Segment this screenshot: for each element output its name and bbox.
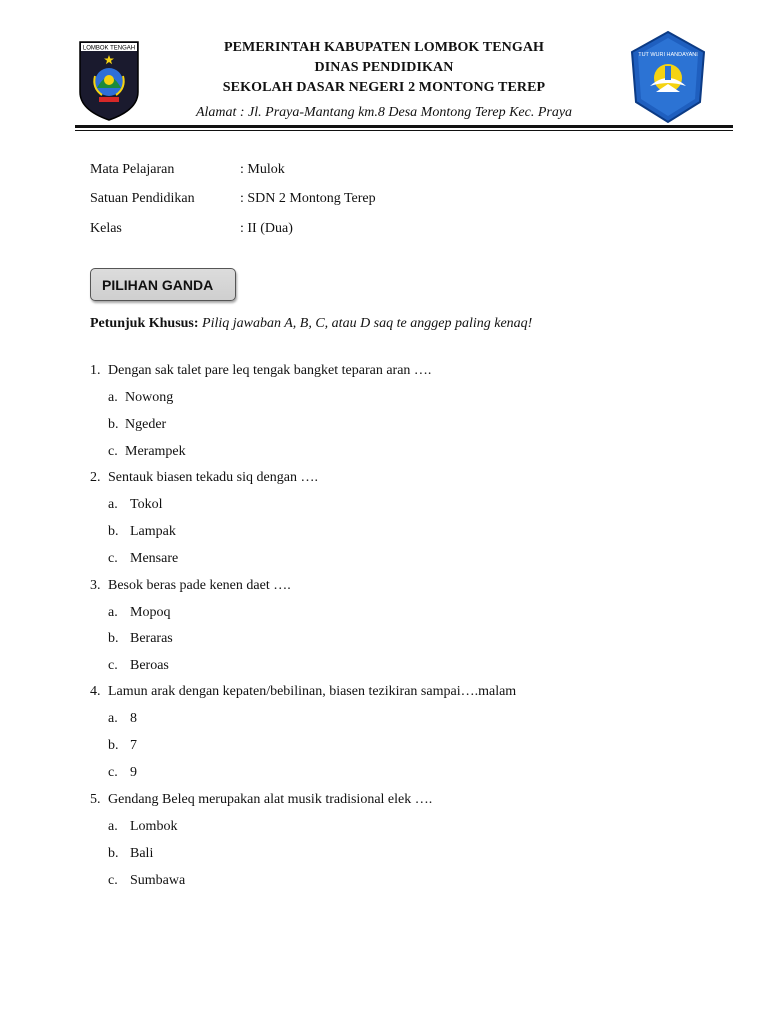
option-text: Beraras xyxy=(130,631,173,646)
question-text: Gendang Beleq merupakan alat musik tradisional elek …. xyxy=(108,792,433,807)
option-text: Ngeder xyxy=(125,417,167,432)
option-text: Mopoq xyxy=(130,605,171,620)
option-letter: a. xyxy=(108,819,118,834)
question-number: 1. xyxy=(90,363,101,378)
info-school-value: : SDN 2 Montong Terep xyxy=(240,191,376,206)
option-letter: c. xyxy=(108,444,118,459)
option-letter: a. xyxy=(108,497,118,512)
option-text: Mensare xyxy=(130,551,179,566)
option-letter: a. xyxy=(108,711,118,726)
option-text: Nowong xyxy=(125,390,174,405)
option-letter: b. xyxy=(108,524,119,539)
info-subject-value: : Mulok xyxy=(240,162,285,177)
emblem-right-text: TUT WURI HANDAYANI xyxy=(638,52,698,58)
question-text: Dengan sak talet pare leq tengak bangket teparan aran …. xyxy=(108,363,432,378)
option-text: 7 xyxy=(130,738,137,753)
option-text: Lampak xyxy=(130,524,176,539)
section-title: PILIHAN GANDA xyxy=(102,277,214,293)
option-letter: c. xyxy=(108,873,118,888)
header-address: Alamat : Jl. Praya-Mantang km.8 Desa Montong Terep Kec. Praya xyxy=(195,105,573,120)
option-letter: c. xyxy=(108,551,118,566)
section-title-box xyxy=(90,268,236,301)
info-class-label: Kelas xyxy=(90,221,122,236)
info-subject-label: Mata Pelajaran xyxy=(90,162,175,177)
header-divider-thick xyxy=(75,125,733,128)
option-text: Lombok xyxy=(130,819,178,834)
option-text: Beroas xyxy=(130,658,169,673)
option-text: Bali xyxy=(130,846,154,861)
question-text: Sentauk biasen tekadu siq dengan …. xyxy=(108,470,318,485)
emblem-left-text: LOMBOK TENGAH xyxy=(82,45,136,52)
option-letter: b. xyxy=(108,417,119,432)
question-text: Besok beras pade kenen daet …. xyxy=(108,578,291,593)
header-divider-thin xyxy=(75,130,733,131)
header-school-name: SEKOLAH DASAR NEGERI 2 MONTONG TEREP xyxy=(222,80,546,95)
question-number: 4. xyxy=(90,684,101,699)
option-letter: b. xyxy=(108,738,119,753)
option-letter: a. xyxy=(108,390,118,405)
question-number: 5. xyxy=(90,792,101,807)
instruction-text: Piliq jawaban A, B, C, atau D saq te anggep paling kenaq! xyxy=(202,316,533,331)
header-government: PEMERINTAH KABUPATEN LOMBOK TENGAH xyxy=(223,40,545,55)
option-text: Merampek xyxy=(125,444,186,459)
info-school-label: Satuan Pendidikan xyxy=(90,191,195,206)
option-letter: b. xyxy=(108,846,119,861)
question-text: Lamun arak dengan kepaten/bebilinan, biasen tezikiran sampai….malam xyxy=(108,684,517,699)
option-letter: c. xyxy=(108,765,118,780)
option-letter: b. xyxy=(108,631,119,646)
option-letter: c. xyxy=(108,658,118,673)
option-text: Sumbawa xyxy=(130,873,186,888)
instruction xyxy=(90,316,532,332)
question-number: 2. xyxy=(90,470,101,485)
option-text: 9 xyxy=(130,765,137,780)
header-department: DINAS PENDIDIKAN xyxy=(314,60,454,75)
option-letter: a. xyxy=(108,605,118,620)
option-text: 8 xyxy=(130,711,137,726)
option-text: Tokol xyxy=(130,497,163,512)
question-number: 3. xyxy=(90,578,101,593)
instruction-label: Petunjuk Khusus: xyxy=(90,316,199,331)
info-class-value: : II (Dua) xyxy=(240,221,293,236)
